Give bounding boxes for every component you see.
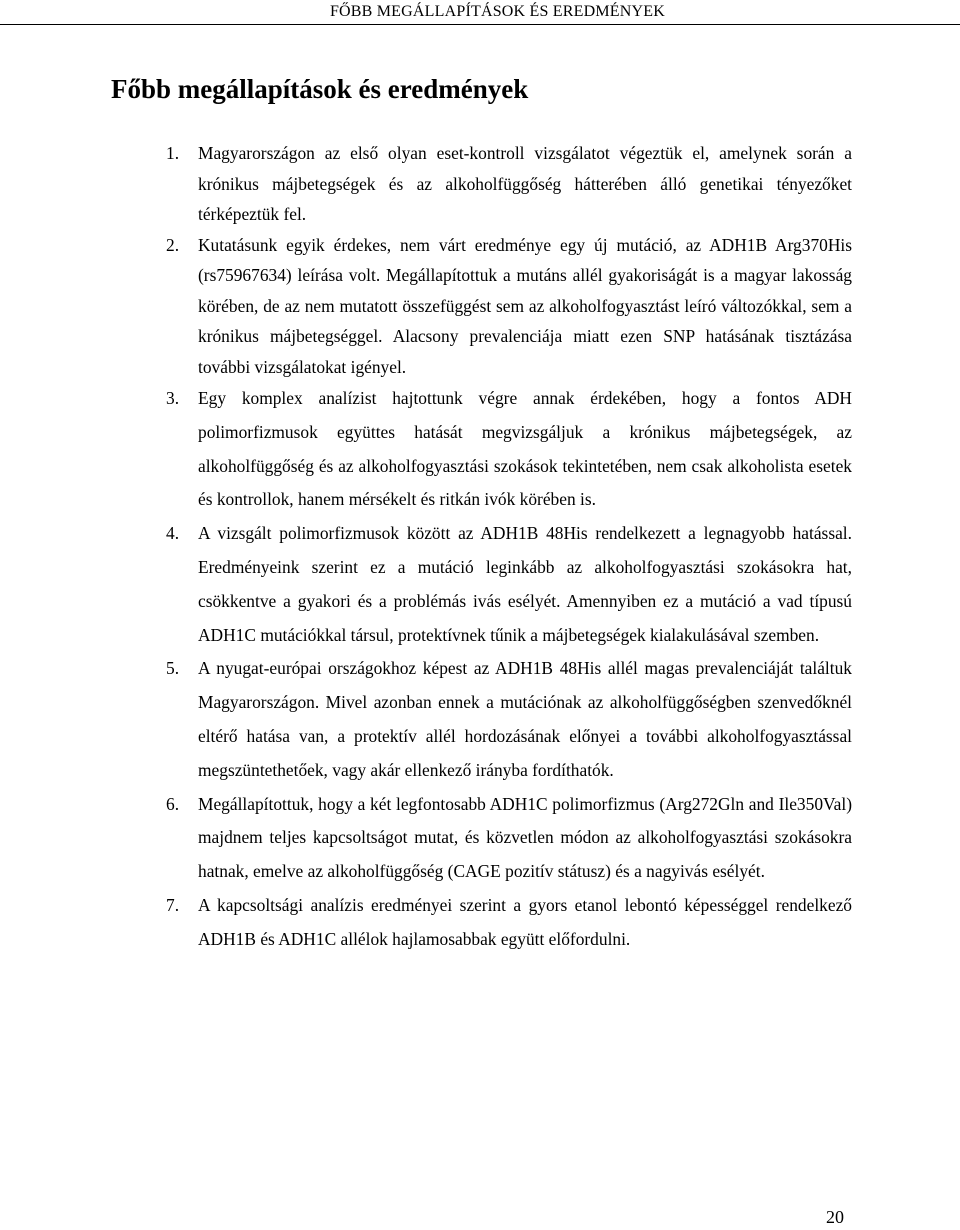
page-title: Főbb megállapítások és eredmények (111, 74, 529, 104)
finding-item-7 (166, 889, 852, 957)
finding-number: 3. (166, 388, 180, 408)
page-number: 20 (826, 1207, 844, 1227)
finding-text: Kutatásunk egyik érdekes, nem várt eredménye egy új mutáció, az ADH1B Arg370His (rs75967634) leírása volt. Megállapítottuk a mutáns allél gyakoriságát is a magyar lakosság körében, de az nem mutatott összefüggést sem az alkoholfogyasztást leíró változókkal, sem a krónikus májbetegséggel. Alacsony prevalenciája miatt ezen SNP hatásának tisztázása további vizsgálatokat igényel. (198, 234, 852, 377)
finding-text: A nyugat-európai országokhoz képest az ADH1B 48His allél magas prevalenciáját találtuk Magyarországon. Mivel azonban ennek a mutációnak az alkoholfüggőségben szenvedőknél eltérő hatása van, a protektív allél hordozásának előnyei a további alkoholfogyasztással megszüntethetőek, vagy akár ellenkező irányba fordíthatók. (198, 658, 852, 780)
running-header: FŐBB MEGÁLLAPÍTÁSOK ÉS EREDMÉNYEK (329, 3, 665, 20)
finding-item-5 (166, 652, 852, 787)
finding-text: A kapcsoltsági analízis eredményei szerint a gyors etanol lebontó képességgel rendelkező ADH1B és ADH1C allélok hajlamosabbak együtt előfordulni. (198, 894, 852, 949)
finding-number: 7. (166, 894, 180, 915)
finding-text: Megállapítottuk, hogy a két legfontosabb ADH1C polimorfizmus (Arg272Gln and Ile350Val) majdnem teljes kapcsoltságot mutat, és közvetlen módon az alkoholfogyasztási szokásokra hatnak, emelve az alkoholfüggőség (CAGE pozitív státusz) és a nagyivás esélyét. (198, 793, 852, 882)
finding-number: 5. (166, 658, 180, 679)
finding-text: Magyarországon az első olyan eset-kontroll vizsgálatot végeztük el, amelynek során a krónikus májbetegségek és az alkoholfüggőség hátterében álló genetikai tényezőket térképeztük fel. (198, 143, 852, 224)
finding-item-2 (166, 230, 852, 383)
finding-item-6 (166, 788, 852, 889)
finding-text: A vizsgált polimorfizmusok között az ADH1B 48His rendelkezett a legnagyobb hatással. Eredményeink szerint ez a mutáció leginkább az alkoholfogyasztási szokásokra hat, csökkentve a gyakori és a problémás ivás esélyét. Amennyiben ez a mutáció a vad típusú ADH1C mutációkkal társul, protektívnek tűnik a májbetegségek kialakulásával szemben. (198, 523, 852, 645)
finding-number: 6. (166, 793, 180, 814)
finding-number: 4. (166, 523, 180, 544)
finding-item-1 (166, 138, 852, 230)
finding-number: 2. (166, 234, 180, 255)
finding-item-3 (166, 382, 852, 517)
header-divider (0, 24, 960, 25)
findings-list (166, 138, 852, 957)
finding-text: Egy komplex analízist hajtottunk végre annak érdekében, hogy a fontos ADH polimorfizmusok együttes hatását megvizsgáljuk a krónikus májbetegségek, az alkoholfüggőség és az alkoholfogyasztási szokások tekintetében, nem csak alkoholista esetek és kontrollok, hanem mérsékelt és ritkán ivók körében is. (198, 388, 852, 510)
finding-item-4 (166, 517, 852, 652)
finding-number: 1. (166, 143, 180, 163)
